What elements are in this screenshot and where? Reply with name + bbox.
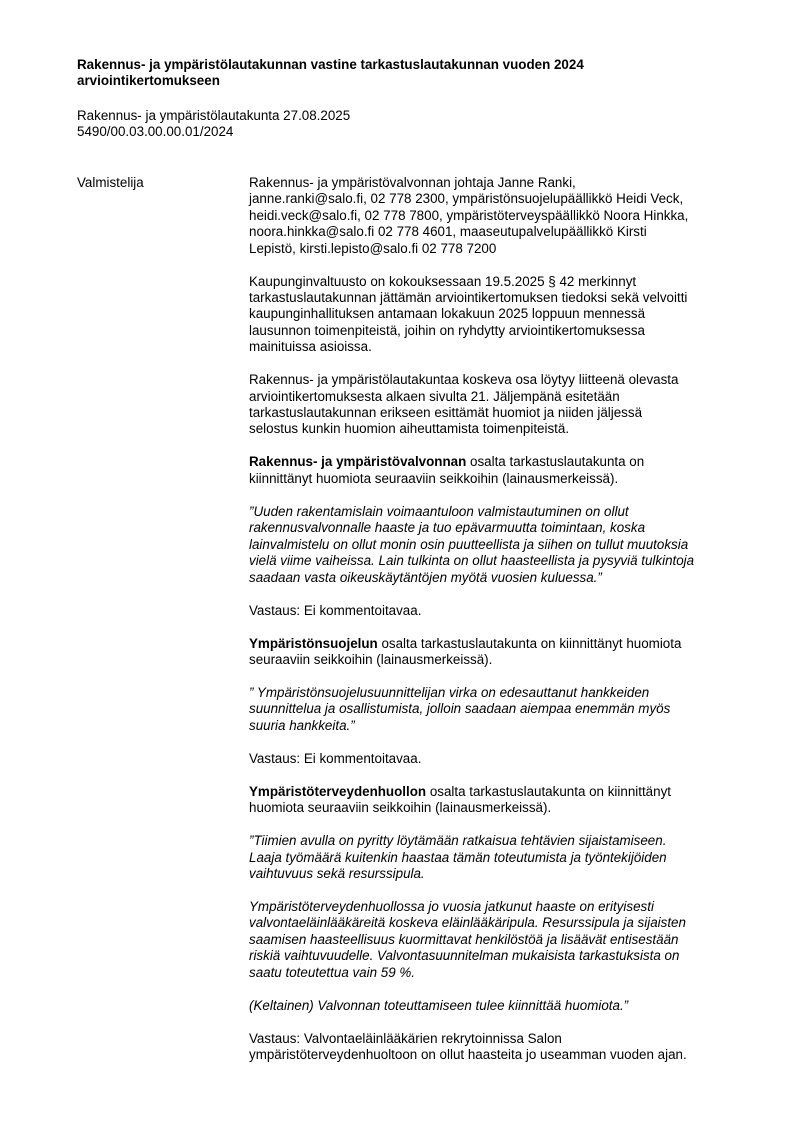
text-line: riskiä vaihtuvuudelle. Valvontasuunnitelman mukaisista tarkastuksista on: [249, 948, 680, 964]
preparer-paragraph: [249, 175, 769, 257]
text-line: Rakennus- ja ympäristölautakuntaa koskeva osa löytyy liitteenä olevasta: [249, 372, 679, 388]
text-line: selostus kunkin huomion aiheuttamista toimenpiteistä.: [249, 421, 570, 437]
record-id: 5490/00.03.00.00.01/2024: [77, 124, 234, 140]
text-line: noora.hinkka@salo.fi 02 778 4601, maaseutupalvelupäällikkö Kirsti: [249, 224, 647, 240]
intro-paragraph: [249, 274, 769, 356]
quote-paragraph: [249, 998, 769, 1014]
text-line: tarkastuslautakunnan erikseen esittämät huomiot ja niiden jäljessä: [249, 405, 643, 421]
text-line: kaupunginhallituksen antamaan lokakuun 2025 loppuun mennessä: [249, 306, 646, 322]
text-line: Lepistö, kirsti.lepisto@salo.fi 02 778 7200: [249, 240, 497, 256]
quote-paragraph: [249, 685, 769, 734]
answer-paragraph: [249, 1031, 769, 1064]
section-heading: [249, 784, 769, 817]
text-line: (Keltainen) Valvonnan toteuttamiseen tulee kiinnittää huomiota.”: [249, 997, 629, 1013]
text-line: ”Tiimien avulla on pyritty löytämään ratkaisua tehtävien sijaistamiseen.: [249, 833, 667, 849]
text-line: ”Uuden rakentamislain voimaantuloon valmistautuminen on ollut: [249, 503, 629, 519]
text-line: tarkastuslautakunnan jättämän arviointikertomuksen tiedoksi sekä velvoitti: [249, 290, 688, 306]
text-line: valvontaeläinlääkäreitä koskeva eläinlääkäripula. Resurssipula ja sijaisten: [249, 915, 686, 931]
quote-paragraph: [249, 899, 769, 981]
text-line: vaihtuvuus sekä resurssipula.: [249, 865, 425, 881]
text-line: suuria hankkeita.”: [249, 717, 355, 733]
text-line: ” Ympäristönsuojelusuunnittelijan virka on edesauttanut hankkeiden: [249, 684, 650, 700]
section-heading-bold: Ympäristönsuojelun: [249, 635, 378, 651]
text-line: heidi.veck@salo.fi, 02 778 7800, ympäristöterveyspäällikkö Noora Hinkka,: [249, 207, 689, 223]
intro-paragraph: [249, 372, 769, 438]
text-line: suunnittelua ja osallistumista, jolloin saadaan aiempaa enemmän myös: [249, 701, 671, 717]
section-heading-rest: osalta tarkastuslautakunta on: [466, 454, 645, 470]
document-title: Rakennus- ja ympäristölautakunnan vastine tarkastuslautakunnan vuoden 2024 arviointikertomukseen: [77, 57, 584, 89]
quote-paragraph: [249, 833, 769, 882]
text-line: janne.ranki@salo.fi, 02 778 2300, ympäristönsuojelupäällikkö Heidi Veck,: [249, 191, 684, 207]
text-line: Ympäristöterveydenhuollossa jo vuosia jatkunut haaste on erityisesti: [249, 898, 654, 914]
text-line: vielä viime vaiheissa. Lain tulkinta on ollut haasteellista ja pysyviä tulkintoja: [249, 553, 695, 569]
text-line: saatu toteutettua vain 59 %.: [249, 964, 416, 980]
section-heading-rest: osalta tarkastuslautakunta on kiinnittänyt: [426, 783, 671, 799]
section-heading-rest: seuraaviin seikkoihin (lainausmerkeissä).: [249, 651, 493, 667]
text-line: Vastaus: Ei kommentoitavaa.: [249, 602, 422, 618]
answer-paragraph: [249, 751, 769, 767]
section-heading-rest: huomiota seuraaviin seikkoihin (lainausmerkeissä).: [249, 800, 552, 816]
answer-paragraph: [249, 603, 769, 619]
text-line: Laaja työmäärä kuitenkin haastaa tämän toteutumista ja työntekijöiden: [249, 849, 667, 865]
board-date: Rakennus- ja ympäristölautakunta 27.08.2025: [77, 108, 351, 123]
text-line: rakennusvalvonnalle haaste ja tuo epävarmuutta toimintaan, koska: [249, 520, 646, 536]
text-line: saamisen haasteellisuus kuormittavat henkilöstöä ja lisäävät entisestään: [249, 931, 679, 947]
text-line: mainituissa asioissa.: [249, 339, 372, 355]
text-line: saadaan vasta oikeuskäytäntöjen myötä vuosien kuluessa.”: [249, 569, 602, 585]
text-line: Vastaus: Valvontaeläinlääkärien rekrytoinnissa Salon: [249, 1030, 562, 1046]
section-heading-rest: kiinnittänyt huomiota seuraaviin seikkoihin (lainausmerkeissä).: [249, 470, 619, 486]
text-line: Rakennus- ja ympäristövalvonnan johtaja Janne Ranki,: [249, 175, 576, 190]
section-heading-bold: Rakennus- ja ympäristövalvonnan: [249, 454, 467, 470]
text-line: arviointikertomuksesta alkaen sivulta 21. Jäljempänä esitetään: [249, 388, 620, 404]
document-body: [249, 175, 769, 1080]
text-line: Kaupunginvaltuusto on kokouksessaan 19.5.2025 § 42 merkinnyt: [249, 273, 637, 289]
section-heading-rest: osalta tarkastuslautakunta on kiinnittänyt huomiota: [377, 635, 682, 651]
text-line: lainvalmistelu on ollut monin osin puutteellista ja siihen on tullut muutoksia: [249, 536, 689, 552]
preparer-label: Valmistelija: [77, 175, 144, 190]
section-heading: [249, 636, 769, 669]
quote-paragraph: [249, 504, 769, 586]
section-heading-bold: Ympäristöterveydenhuollon: [249, 783, 427, 799]
text-line: lausunnon toimenpiteistä, joihin on ryhdytty arviointikertomuksessa: [249, 322, 645, 338]
text-line: Vastaus: Ei kommentoitavaa.: [249, 750, 422, 766]
text-line: ympäristöterveydenhuoltoon on ollut haasteita jo useamman vuoden ajan.: [249, 1046, 687, 1062]
document-meta: [77, 108, 350, 141]
section-heading: [249, 454, 769, 487]
